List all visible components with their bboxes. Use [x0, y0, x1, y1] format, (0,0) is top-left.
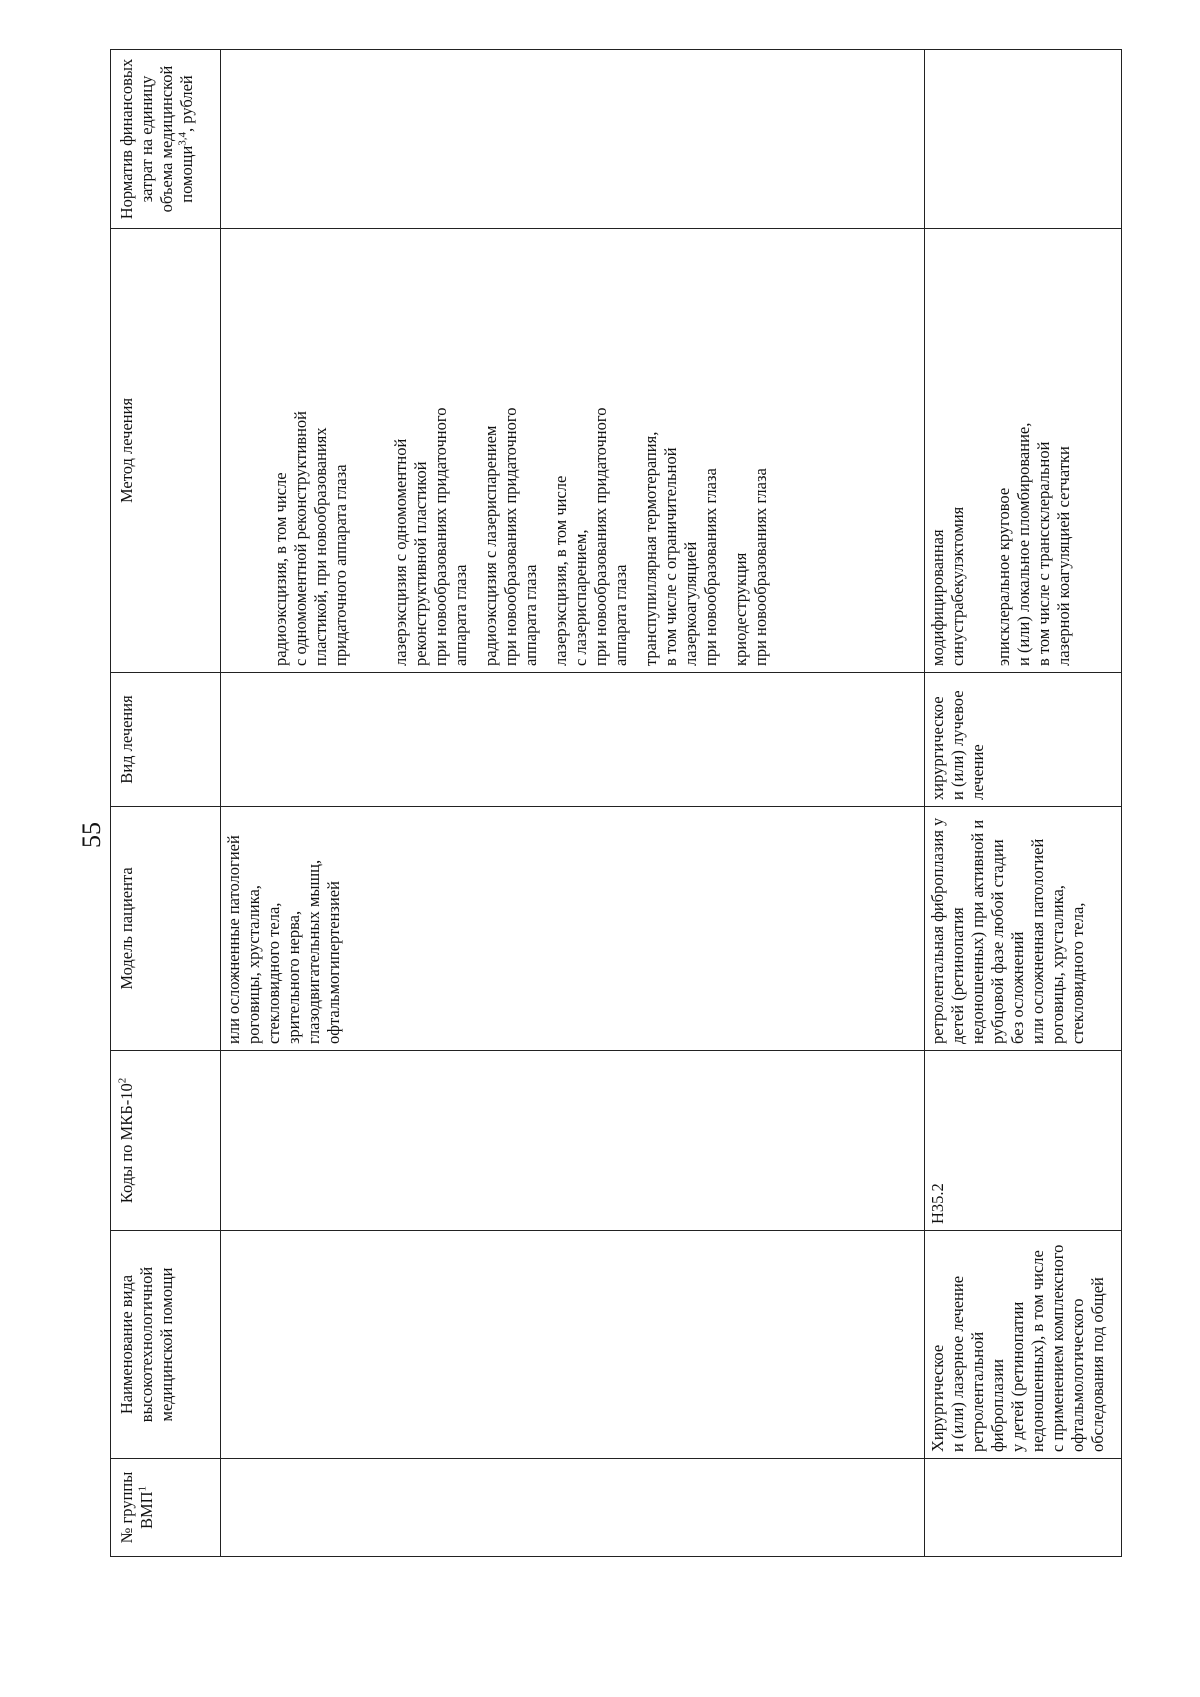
- cell-treatment-type: [221, 673, 925, 807]
- header-norm-suffix: , рублей: [177, 75, 196, 132]
- header-norm-footnote: 3,4: [176, 131, 189, 146]
- cell-norm: [925, 50, 1122, 229]
- header-patient-model: Модель пациента: [111, 807, 221, 1051]
- header-group-no-footnote: 1: [136, 1485, 149, 1492]
- method-item: эписклеральное круговое и (или) локальное пломбирование, в том числе с транссклеральной лазерной коагуляцией сетчатки: [994, 422, 1073, 666]
- method-item: радиоэксцизия, в том числе с одномоментной реконструктивной пластикой, при новообразованиях придаточного аппарата глаза: [271, 411, 350, 666]
- cell-group-no: [925, 1459, 1122, 1557]
- cell-norm: [221, 50, 925, 229]
- header-group-no: [111, 1459, 221, 1557]
- cell-method: [221, 229, 925, 673]
- header-codes-footnote: 2: [116, 1077, 129, 1084]
- cell-method: [925, 229, 1122, 673]
- cell-name: Хирургическое и (или) лазерное лечение ретролентальной фиброплазии у детей (ретинопатии недоношенных), в том числе с применением комплексного офтальмологического обследования под общей: [925, 1231, 1122, 1459]
- vmp-table: [110, 49, 1122, 1557]
- header-group-no-label: № группы ВМП: [117, 1471, 156, 1544]
- table-header-row: [111, 50, 221, 1557]
- page-number: 55: [77, 822, 106, 848]
- cell-treatment-type: хирургическое и (или) лучевое лечение: [925, 673, 1122, 807]
- method-item: транспупиллярная термотерапия, в том числе с ограничительной лазеркоагуляцией при новообразованиях глаза: [641, 431, 720, 666]
- cell-group-no: [221, 1459, 925, 1557]
- cell-patient-model: ретролентальная фиброплазия у детей (ретинопатия недоношенных) при активной и рубцовой фазе любой стадии без осложнений или осложненная патологией роговицы, хрусталика, стекловидного тела,: [925, 807, 1122, 1051]
- method-item: лазерэксцизия, в том числе с лазериспарением, при новообразованиях придаточного аппарата глаза: [551, 407, 630, 666]
- header-method: Метод лечения: [111, 229, 221, 673]
- table-row: [925, 50, 1122, 1557]
- cell-codes: H35.2: [925, 1051, 1122, 1231]
- header-treatment-type: Вид лечения: [111, 673, 221, 807]
- method-item: лазерэксцизия с одномоментной реконструктивной пластикой при новообразованиях придаточного аппарата глаза: [391, 407, 470, 666]
- rotated-table-sheet: [110, 50, 1107, 1557]
- header-codes-label: Коды по МКБ-10: [117, 1083, 136, 1204]
- cell-patient-model: или осложненные патологией роговицы, хрусталика, стекловидного тела, зрительного нерва, глазодвигательных мышц, офтальмогипертензией: [221, 807, 925, 1051]
- cell-codes: [221, 1051, 925, 1231]
- method-item: криодеструкция при новообразованиях глаза: [731, 468, 770, 666]
- header-name: Наименование вида высокотехнологичной медицинской помощи: [111, 1231, 221, 1459]
- table-row: [221, 50, 925, 1557]
- method-item: модифицированная синустрабекулэктомия: [928, 506, 967, 666]
- method-item: радиоэксцизия с лазериспарением при новообразованиях придаточного аппарата глаза: [481, 407, 540, 666]
- header-norm: [111, 50, 221, 229]
- header-codes: [111, 1051, 221, 1231]
- header-norm-label: Норматив финансовых затрат на единицу объема медицинской помощи: [117, 58, 196, 220]
- cell-name: [221, 1231, 925, 1459]
